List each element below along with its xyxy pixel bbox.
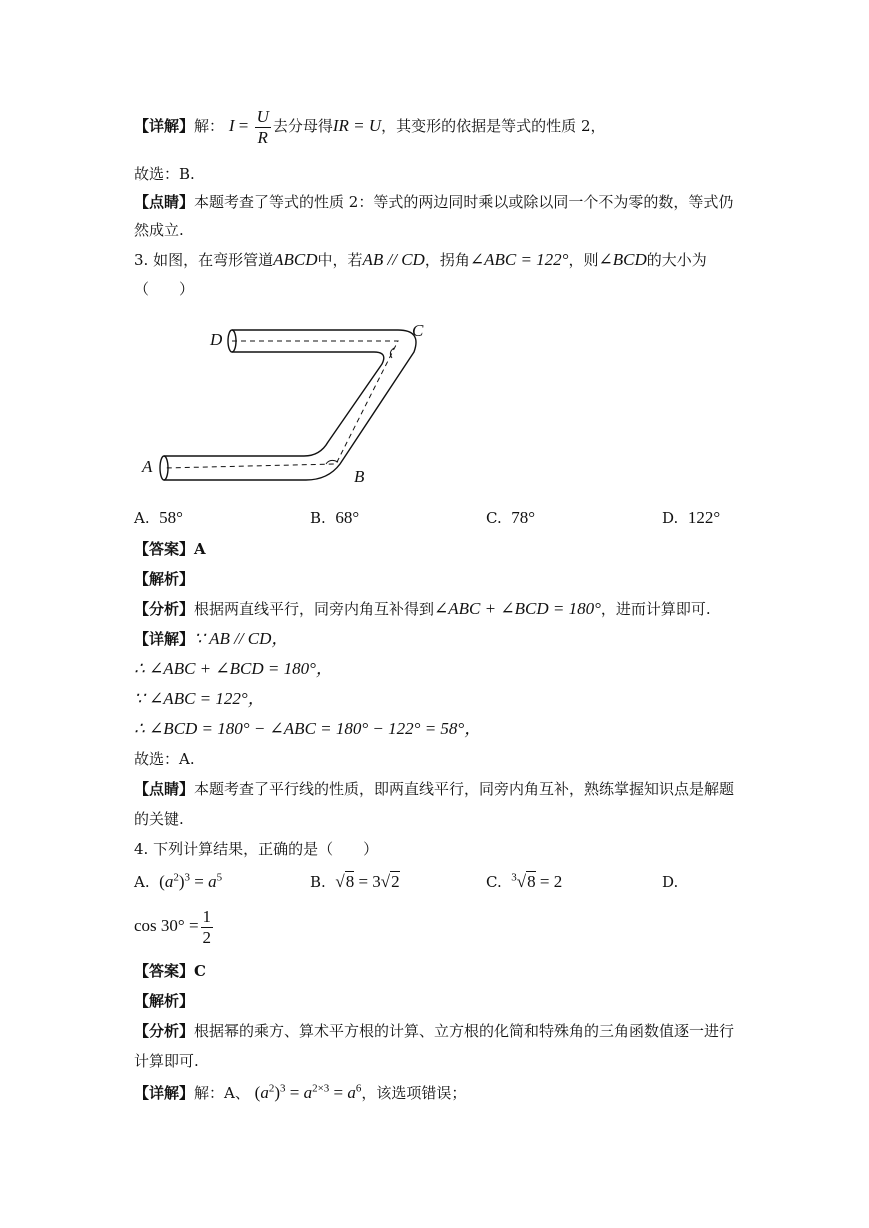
- angle-mark-b: [326, 460, 338, 464]
- q4-option-c[interactable]: C. $^3$√8 = 2: [486, 871, 563, 891]
- pipe-figure: [140, 318, 440, 493]
- label-b: B: [354, 467, 365, 486]
- formula-result: IR = U: [332, 116, 382, 135]
- label-c: C: [412, 321, 424, 340]
- q3-step-4: ∴ ∠BCD = 180° − ∠ABC = 180° − 122° = 58°，: [134, 719, 482, 738]
- pipe-inner-wall: [164, 352, 384, 456]
- q3-option-d[interactable]: D. 122°: [662, 508, 721, 527]
- q3-point-1: 【点睛】本题考查了平行线的性质，即两直线平行，同旁内角互补，熟练掌握知识点是解题: [134, 780, 735, 798]
- q4-stem: 4. 下列计算结果，正确的是（ ）: [134, 840, 379, 858]
- q3-fenxi: 【分析】根据两直线平行，同旁内角互补得到∠ABC + ∠BCD = 180°，进而计算即可.: [134, 599, 711, 618]
- point-line-2: 然成立.: [134, 221, 184, 239]
- q4-fenxi-1: 【分析】根据幂的乘方、算术平方根的计算、立方根的化简和特殊角的三角函数值逐一进行: [134, 1022, 735, 1040]
- q3-analysis: 【解析】: [134, 570, 195, 588]
- q3-option-c[interactable]: C. 78°: [486, 508, 536, 527]
- detail-tail: ，其变形的依据是等式的性质 2，: [381, 117, 606, 135]
- label-d: D: [210, 330, 223, 349]
- q4-option-a[interactable]: A. $(a^2)^3 = a^5$: [134, 871, 223, 891]
- q4-option-d-formula: cos 30° = $\frac{1}{2}$: [134, 906, 212, 947]
- q3-stem: 3. 如图，在弯形管道ABCD中，若AB // CD，拐角∠ABC = 122°，则∠BCD的大小为: [134, 250, 707, 269]
- q3-step-2: ∴ ∠ABC + ∠BCD = 180°，: [134, 659, 333, 678]
- q3-option-b[interactable]: B. 68°: [310, 508, 360, 527]
- q3-answer: 【答案】A: [134, 540, 206, 558]
- detail-line-1: 【详解】解： I = $\frac{U}{R}$ 去分母得IR = U，其变形的依据是等式的性质 2，: [134, 106, 606, 147]
- q3-step-1: 【详解】∵ AB // CD，: [134, 629, 289, 648]
- formula-lhs: I: [228, 116, 235, 135]
- label-a: A: [142, 457, 153, 476]
- q3-paren: （ ）: [134, 280, 195, 298]
- point-tag: 【点睛】: [134, 193, 195, 211]
- q4-analysis: 【解析】: [134, 992, 195, 1010]
- detail-tag: 【详解】: [134, 117, 195, 135]
- q4-option-b[interactable]: B. √8 = 3√2: [310, 872, 400, 891]
- q3-step-3: ∵ ∠ABC = 122°，: [134, 689, 265, 708]
- detail-lead: 解：: [194, 117, 225, 135]
- detail-mid: 去分母得: [272, 117, 333, 135]
- choice-line-1: 故选：B.: [134, 165, 195, 183]
- q4-option-d[interactable]: D.: [662, 873, 679, 891]
- q3-choice: 故选：A.: [134, 750, 195, 768]
- point-line-1: [134, 192, 733, 212]
- q4-fenxi-2: 计算即可.: [134, 1052, 199, 1070]
- point-text: 本题考查了等式的性质 2：等式的两边同时乘以或除以同一个不为零的数，等式仍: [194, 193, 734, 211]
- formula-fraction: $\frac{U}{R}$: [256, 106, 269, 147]
- q4-answer: 【答案】C: [134, 962, 206, 980]
- pipe-center-dashed: [164, 341, 398, 468]
- q4-detail: 【详解】解：A、 $(a^2)^3 = a^{2\times 3} = a^6$，该选项错误；: [134, 1082, 467, 1102]
- q3-option-a[interactable]: A. 58°: [134, 508, 183, 527]
- q3-point-2: 的关键.: [134, 810, 184, 828]
